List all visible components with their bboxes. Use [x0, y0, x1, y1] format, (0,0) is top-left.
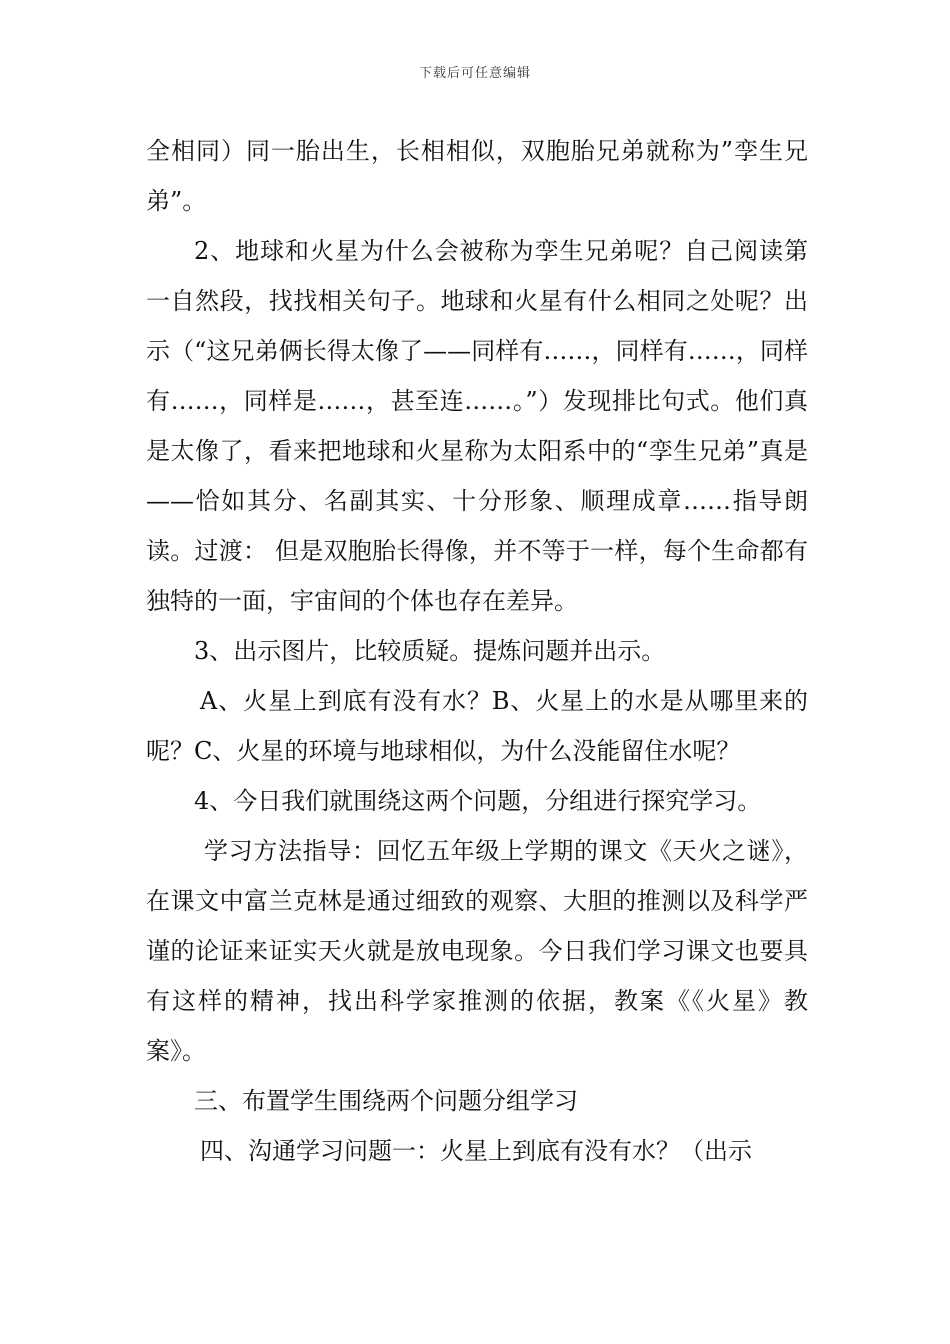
paragraph-7: 三、布置学生围绕两个问题分组学习 — [194, 1087, 578, 1115]
paragraph-1: 全相同）同一胎出生，长相相似，双胞胎兄弟就称为”孪生兄弟”。 — [146, 137, 808, 215]
paragraph-4: A、火星上到底有没有水？B、火星上的水是从哪里来的呢？C、火星的环境与地球相似，为什么没能留住水呢？ — [146, 687, 808, 765]
paragraph-3: 3、出示图片，比较质疑。提炼问题并出示。 — [194, 637, 666, 665]
paragraph-5: 4、今日我们就围绕这两个问题，分组进行探究学习。 — [194, 787, 762, 815]
document-body — [146, 126, 808, 1176]
paragraph-6: 学习方法指导：回忆五年级上学期的课文《天火之谜》，在课文中富兰克林是通过细致的观察、大胆的推测以及科学严谨的论证来证实天火就是放电现象。今日我们学习课文也要具有这样的精神，找出科学家推测的依据，教案《《火星》教案》。 — [146, 837, 808, 1065]
paragraph-8: 四、沟通学习问题一：火星上到底有没有水？（出示 — [200, 1137, 752, 1165]
paragraph-2: 2、地球和火星为什么会被称为孪生兄弟呢？自己阅读第一自然段，找找相关句子。地球和火星有什么相同之处呢？出示（“这兄弟俩长得太像了——同样有……，同样有……，同样有……，同样是……，甚至连……。”）发现排比句式。他们真是太像了，看来把地球和火星称为太阳系中的“孪生兄弟”真是——恰如其分、名副其实、十分形象、顺理成章……指导朗读。过渡： 但是双胞胎长得像，并不等于一样，每个生命都有独特的一面，宇宙间的个体也存在差异。 — [146, 237, 808, 615]
page-header-note: 下载后可任意编辑 — [418, 66, 531, 81]
